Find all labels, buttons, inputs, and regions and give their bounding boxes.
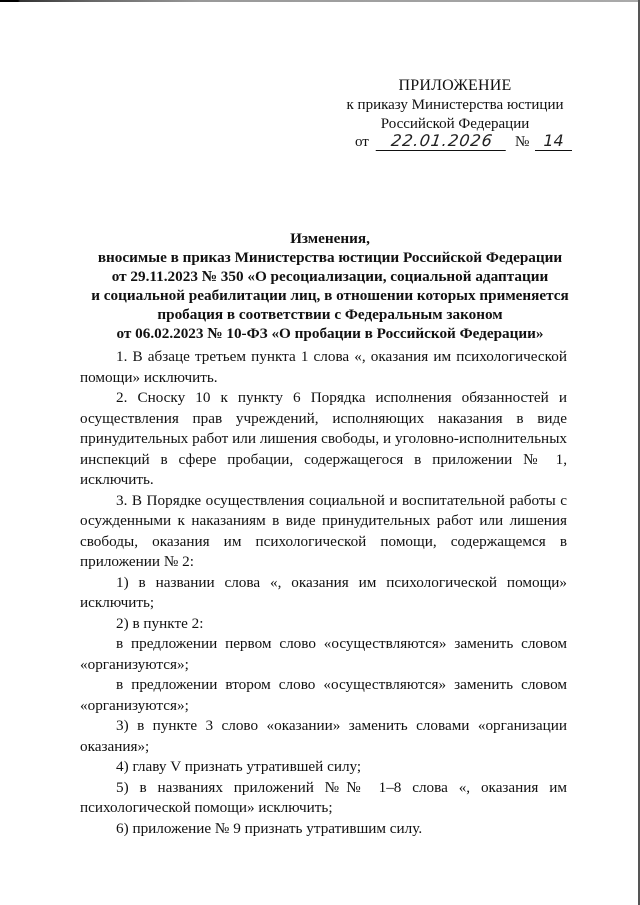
subitem-5: 5) в названиях приложений №№ 1–8 слова «, оказания им психологической помощи» исключить;	[80, 778, 567, 816]
document-title	[60, 229, 600, 343]
subitem-3: 3) в пункте 3 слово «оказании» заменить словами «организации оказания»;	[80, 717, 567, 755]
subitem-2: 2) в пункте 2:	[116, 614, 204, 632]
title-line: от 06.02.2023 № 10-ФЗ «О пробации в Российской Федерации»	[116, 325, 544, 342]
subitem-1: 1) в названии слова «, оказания им психологической помощи» исключить;	[80, 573, 567, 611]
subitem-2-sentence-1: в предложении первом слово «осуществляются» заменить словом «организуются»;	[80, 635, 567, 673]
document-body	[80, 347, 567, 839]
title-line: Изменения,	[290, 230, 370, 247]
subitem-4: 4) главу V признать утратившей силу;	[116, 758, 362, 775]
date-prefix: от	[355, 134, 369, 150]
attachment-header	[340, 76, 570, 134]
title-line: от 29.11.2023 № 350 «О ресоциализации, социальной адаптации	[111, 268, 549, 285]
title-line: вносимые в приказ Министерства юстиции Российской Федерации	[97, 249, 563, 266]
paragraph-item-2: 2. Сноску 10 к пункту 6 Порядка исполнения обязанностей и осуществления прав учреждений, исполняющих наказания в виде принудительных работ или лишения свободы, и уголовно-исполнительных инспекций в сфере пробации, содержащегося в приложении № 1, исключить.	[80, 389, 567, 488]
handwritten-date: 22.01.2026	[376, 132, 509, 151]
title-line: пробация в соответствии с Федеральным законом	[157, 306, 503, 323]
subitem-6: 6) приложение № 9 признать утратившим силу.	[116, 819, 423, 837]
attachment-line-1: к приказу Министерства юстиции	[346, 97, 564, 113]
scan-edge-top	[0, 0, 640, 2]
paragraph-item-1: 1. В абзаце третьем пункта 1 слова «, оказания им психологической помощи» исключить.	[80, 348, 567, 386]
subitem-2-sentence-2: в предложении втором слово «осуществляются» заменить словом «организуются»;	[80, 676, 567, 714]
order-date-number-line	[355, 132, 570, 154]
paragraph-item-3: 3. В Порядке осуществления социальной и воспитательной работы с осужденными к наказаниям в виде принудительных работ или лишения свободы, оказания им психологической помощи, содержащемся в приложении № 2:	[80, 491, 567, 570]
attachment-label: ПРИЛОЖЕНИЕ	[398, 77, 512, 94]
attachment-line-2: Российской Федерации	[380, 116, 530, 132]
handwritten-number: 14	[535, 132, 572, 151]
number-sign: №	[515, 134, 530, 150]
title-line: и социальной реабилитации лиц, в отношении которых применяется	[91, 287, 569, 304]
